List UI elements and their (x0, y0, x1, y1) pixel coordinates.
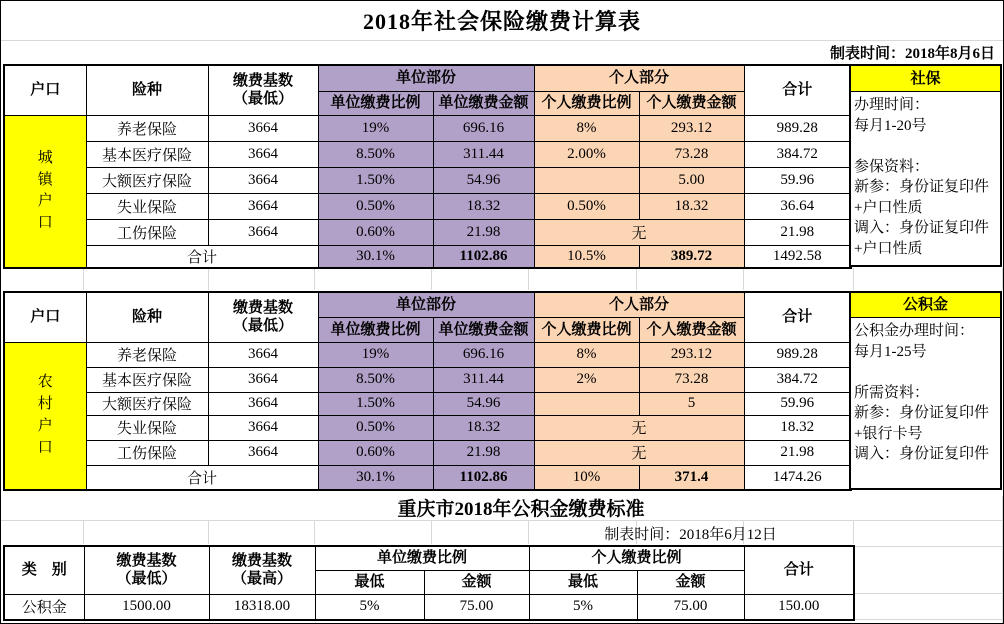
table-cell: 1102.86 (433, 245, 534, 268)
vertical-label: 城镇户口 (37, 149, 53, 231)
table-cell: 8.50% (318, 141, 433, 167)
table-cell: 311.44 (433, 367, 534, 392)
fund-notes-body (851, 318, 1000, 465)
table-cell: 311.44 (433, 141, 534, 167)
table-cell: 2.00% (534, 141, 639, 167)
social-notes-box (849, 64, 1002, 267)
table-cell: 失业保险 (86, 415, 208, 440)
social-notes-header: 社保 (851, 66, 1000, 92)
table-cell: 59.96 (744, 392, 851, 415)
gridline (853, 268, 854, 290)
table-cell: 75.00 (424, 594, 529, 620)
note-line: 参保资料： (854, 158, 930, 175)
table-cell: 19% (318, 342, 433, 367)
table-cell: 21.98 (744, 219, 851, 245)
table-cell: 单位部份 (318, 65, 534, 91)
table-cell (534, 392, 639, 415)
table-cell: 0.50% (318, 193, 433, 219)
gridline (208, 521, 209, 544)
table-cell: 失业保险 (86, 193, 208, 219)
table-cell: 个人缴费金额 (639, 317, 744, 342)
table-cell: 最低 (315, 570, 424, 594)
table-cell: 合计 (744, 546, 854, 594)
table-cell: 73.28 (639, 367, 744, 392)
table-cell: 合计 (744, 65, 851, 115)
table-cell: 1492.58 (744, 245, 851, 268)
table-cell: 3664 (208, 367, 318, 392)
table-cell: 36.64 (744, 193, 851, 219)
gridline (431, 521, 432, 544)
table-cell: 基本医疗保险 (86, 367, 208, 392)
table-cell: 1.50% (318, 167, 433, 193)
table-cell: 18.32 (433, 193, 534, 219)
gridline (314, 521, 315, 544)
table-cell: 371.4 (639, 465, 744, 490)
gridline (431, 268, 432, 290)
table-cell: 10.5% (534, 245, 639, 268)
note-line (854, 136, 998, 157)
table-cell: 金额 (637, 570, 744, 594)
table-cell: 2% (534, 367, 639, 392)
table-cell: 389.72 (639, 245, 744, 268)
table-cell: 0.60% (318, 219, 433, 245)
table-cell: 0.50% (534, 193, 639, 219)
fund-table (3, 545, 855, 621)
table-cell: 3664 (208, 167, 318, 193)
fund-section-title: 重庆市2018年公积金缴费标准 (397, 499, 645, 520)
made-date-bottom: 制表时间：2018年6月12日 (604, 527, 777, 543)
note-line: +银行卡号 (854, 425, 923, 442)
table-cell: 3664 (208, 342, 318, 367)
table-cell: 21.98 (744, 440, 851, 465)
table-cell: 59.96 (744, 167, 851, 193)
note-line: 新参：身份证复印件 (854, 405, 990, 421)
note-line: 办理时间： (854, 97, 930, 113)
table-cell: 10% (534, 465, 639, 490)
table-cell: 75.00 (637, 594, 744, 620)
table-cell: 险种 (86, 292, 208, 342)
table-cell: 单位缴费比例 (315, 546, 529, 570)
table-cell: 个人缴费比例 (529, 546, 744, 570)
fund-notes-box (849, 291, 1002, 490)
gridline (1, 40, 1003, 41)
table-cell: 384.72 (744, 367, 851, 392)
table-cell: 单位缴费金额 (433, 91, 534, 115)
table-cell: 单位缴费金额 (433, 317, 534, 342)
note-line: 每月1-25号 (854, 343, 927, 360)
note-line: 调入：身份证复印件 (854, 446, 990, 462)
gridline (1002, 268, 1003, 290)
gridline (528, 268, 529, 290)
table-cell: 3664 (208, 219, 318, 245)
table-cell: 缴费基数 （最低） (208, 292, 318, 342)
table-cell: 大额医疗保险 (86, 392, 208, 415)
note-line (854, 362, 998, 383)
table-cell: 个人缴费金额 (639, 91, 744, 115)
made-date-top: 制表时间：2018年8月6日 (829, 46, 995, 62)
table-cell: 公积金 (4, 594, 84, 620)
table-cell: 5% (315, 594, 424, 620)
table-cell: 18.32 (639, 193, 744, 219)
table-cell: 缴费基数 （最低） (208, 65, 318, 115)
gridline (314, 268, 315, 290)
table-cell: 73.28 (639, 141, 744, 167)
table-cell: 8% (534, 115, 639, 141)
table-cell: 293.12 (639, 342, 744, 367)
social-table-rural (3, 291, 852, 491)
table-cell: 3664 (208, 392, 318, 415)
social-table-urban (3, 64, 852, 269)
page-title: 2018年社会保险缴费计算表 (362, 9, 641, 34)
gridline (853, 546, 1002, 547)
table-cell: 类 别 (4, 546, 84, 594)
table-cell: 基本医疗保险 (86, 141, 208, 167)
note-line: 公积金办理时间： (854, 323, 975, 339)
table-cell: 30.1% (318, 245, 433, 268)
table-cell: 384.72 (744, 141, 851, 167)
table-cell: 3664 (208, 115, 318, 141)
table-cell: 单位缴费比例 (318, 91, 433, 115)
table-cell: 养老保险 (86, 115, 208, 141)
note-line: +户口性质 (854, 240, 923, 257)
table-cell: 个人缴费比例 (534, 91, 639, 115)
table-cell: 个人部分 (534, 292, 744, 317)
table-cell: 5 (639, 392, 744, 415)
table-cell: 户口 (4, 65, 86, 115)
table-cell: 21.98 (433, 219, 534, 245)
table-cell: 54.96 (433, 392, 534, 415)
table-cell: 18.32 (744, 415, 851, 440)
table-cell: 无 (534, 440, 744, 465)
table-cell: 1500.00 (84, 594, 209, 620)
table-cell: 8.50% (318, 367, 433, 392)
table-cell (4, 115, 86, 268)
table-cell: 缴费基数 （最高） (209, 546, 315, 594)
note-line: 所需资料： (854, 384, 930, 401)
table-cell: 54.96 (433, 167, 534, 193)
table-cell: 150.00 (744, 594, 854, 620)
gridline (853, 619, 1002, 620)
table-cell: 个人缴费比例 (534, 317, 639, 342)
social-notes-body (851, 92, 1000, 259)
vertical-label: 农村户口 (37, 374, 53, 456)
table-cell: 18318.00 (209, 594, 315, 620)
note-line: 调入：身份证复印件 (854, 220, 990, 236)
table-cell: 无 (534, 219, 744, 245)
table-cell: 18.32 (433, 415, 534, 440)
gridline (853, 521, 854, 544)
note-line: 每月1-20号 (854, 117, 927, 134)
gridline (853, 593, 1002, 594)
table-cell: 3664 (208, 193, 318, 219)
table-cell: 0.50% (318, 415, 433, 440)
table-cell: 合计 (86, 465, 318, 490)
table-cell: 合计 (86, 245, 318, 268)
gridline (208, 268, 209, 290)
table-cell: 3664 (208, 415, 318, 440)
table-cell: 大额医疗保险 (86, 167, 208, 193)
table-cell (4, 342, 86, 490)
table-cell: 21.98 (433, 440, 534, 465)
table-cell: 30.1% (318, 465, 433, 490)
table-cell: 3664 (208, 440, 318, 465)
note-line: +户口性质 (854, 199, 923, 216)
table-cell: 最低 (529, 570, 637, 594)
table-cell: 1.50% (318, 392, 433, 415)
table-cell: 单位部份 (318, 292, 534, 317)
table-cell: 5.00 (639, 167, 744, 193)
gridline (743, 268, 744, 290)
table-cell: 1102.86 (433, 465, 534, 490)
table-cell: 险种 (86, 65, 208, 115)
table-cell: 293.12 (639, 115, 744, 141)
table-cell: 19% (318, 115, 433, 141)
gridline (83, 268, 84, 290)
table-cell: 0.60% (318, 440, 433, 465)
table-cell: 养老保险 (86, 342, 208, 367)
gridline (83, 521, 84, 544)
table-cell: 696.16 (433, 115, 534, 141)
table-cell: 缴费基数 （最低） (84, 546, 209, 594)
note-line: 新参：身份证复印件 (854, 179, 990, 195)
table-cell: 3664 (208, 141, 318, 167)
table-cell (534, 167, 639, 193)
table-cell: 个人部分 (534, 65, 744, 91)
table-cell: 无 (534, 415, 744, 440)
table-cell: 合计 (744, 292, 851, 342)
table-cell: 8% (534, 342, 639, 367)
table-cell: 989.28 (744, 115, 851, 141)
table-cell: 户口 (4, 292, 86, 342)
table-cell: 工伤保险 (86, 440, 208, 465)
table-cell: 工伤保险 (86, 219, 208, 245)
fund-notes-header: 公积金 (851, 293, 1000, 318)
table-cell: 单位缴费比例 (318, 317, 433, 342)
table-cell: 696.16 (433, 342, 534, 367)
gridline (636, 268, 637, 290)
table-cell: 1474.26 (744, 465, 851, 490)
table-cell: 金额 (424, 570, 529, 594)
table-cell: 5% (529, 594, 637, 620)
table-cell: 989.28 (744, 342, 851, 367)
